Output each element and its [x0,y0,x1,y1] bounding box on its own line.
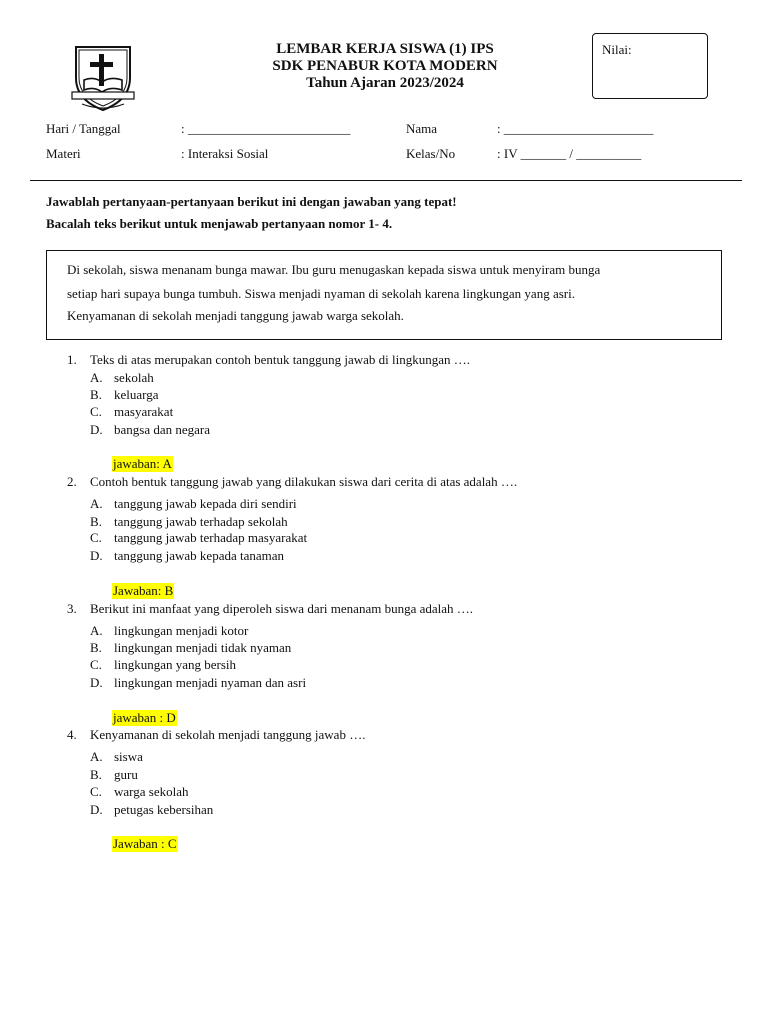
score-label: Nilai: [602,42,632,57]
option-letter: B. [90,387,102,402]
worksheet-title: LEMBAR KERJA SISWA (1) IPS [276,41,494,57]
subject-value: : Interaksi Sosial [181,146,269,161]
answer-key: jawaban : D [113,710,176,725]
option-text[interactable]: keluarga [114,387,159,402]
passage-line: setiap hari supaya bunga tumbuh. Siswa menjadi nyaman di sekolah karena lingkungan yang asri. [67,286,575,301]
option-text[interactable]: masyarakat [114,404,174,419]
class-label: Kelas/No [406,146,456,161]
class-field[interactable]: : IV _______ / __________ [497,146,642,161]
name-label: Nama [406,121,438,136]
option-text[interactable]: sekolah [114,370,154,385]
date-field[interactable]: : _________________________ [181,121,351,136]
question-number: 4. [67,727,77,742]
option-letter: B. [90,514,102,529]
instruction-2: Bacalah teks berikut untuk menjawab pertanyaan nomor 1- 4. [46,216,393,231]
option-text[interactable]: tanggung jawab kepada tanaman [114,548,285,563]
option-text[interactable]: guru [114,767,138,782]
option-letter: C. [90,404,102,419]
option-letter: C. [90,784,102,799]
school-logo [66,44,140,112]
option-letter: D. [90,548,103,563]
option-text[interactable]: tanggung jawab terhadap sekolah [114,514,288,529]
score-box[interactable] [592,33,708,99]
option-text[interactable]: lingkungan yang bersih [114,657,237,672]
option-text[interactable]: lingkungan menjadi kotor [114,623,249,638]
option-letter: D. [90,802,103,817]
option-letter: B. [90,640,102,655]
question-number: 1. [67,352,77,367]
option-text[interactable]: siswa [114,749,143,764]
question-number: 2. [67,474,77,489]
question-text: Berikut ini manfaat yang diperoleh siswa dari menanam bunga adalah …. [90,601,474,616]
option-text[interactable]: tanggung jawab terhadap masyarakat [114,530,308,545]
answer-key: Jawaban: B [113,583,174,598]
option-letter: A. [90,623,103,638]
option-letter: C. [90,657,102,672]
question-text: Contoh bentuk tanggung jawab yang dilakukan siswa dari cerita di atas adalah …. [90,474,518,489]
option-letter: D. [90,675,103,690]
passage-line: Kenyamanan di sekolah menjadi tanggung jawab warga sekolah. [67,308,404,323]
question-text: Teks di atas merupakan contoh bentuk tanggung jawab di lingkungan …. [90,352,470,367]
name-field[interactable]: : _______________________ [497,121,654,136]
option-letter: A. [90,749,103,764]
answer-key: Jawaban : C [113,836,177,851]
academic-year: Tahun Ajaran 2023/2024 [306,75,464,91]
option-letter: D. [90,422,103,437]
option-text[interactable]: tanggung jawab kepada diri sendiri [114,496,297,511]
school-name: SDK PENABUR KOTA MODERN [272,58,498,74]
reading-passage [46,250,722,340]
question-text: Kenyamanan di sekolah menjadi tanggung jawab …. [90,727,366,742]
option-letter: A. [90,370,103,385]
answer-key: jawaban: A [113,456,172,471]
option-text[interactable]: lingkungan menjadi nyaman dan asri [114,675,307,690]
subject-label: Materi [46,146,81,161]
question-number: 3. [67,601,77,616]
passage-line: Di sekolah, siswa menanam bunga mawar. Ibu guru menugaskan kepada siswa untuk menyiram bunga [67,262,601,277]
option-letter: A. [90,496,103,511]
option-letter: C. [90,530,102,545]
option-text[interactable]: lingkungan menjadi tidak nyaman [114,640,292,655]
instruction-1: Jawablah pertanyaan-pertanyaan berikut ini dengan jawaban yang tepat! [46,194,457,209]
option-text[interactable]: petugas kebersihan [114,802,214,817]
option-text[interactable]: warga sekolah [114,784,189,799]
option-letter: B. [90,767,102,782]
divider [30,180,742,181]
date-label: Hari / Tanggal [46,121,121,136]
option-text[interactable]: bangsa dan negara [114,422,211,437]
